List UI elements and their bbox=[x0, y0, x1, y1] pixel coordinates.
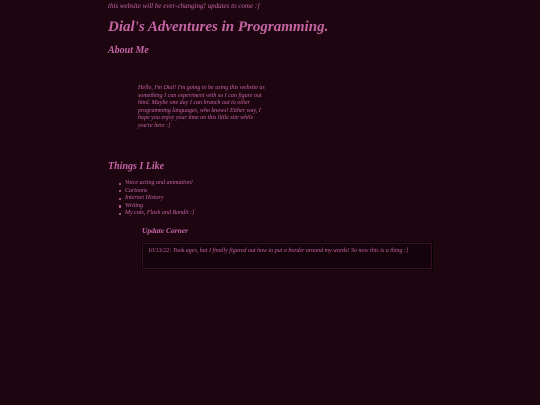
update-notice: this website will be ever-changing! updates to come :] bbox=[108, 2, 260, 10]
about-me-text: Hello, I'm Dial! I'm going to be using this website as something I can experiment with so I can figure out html. Maybe one day I can branch out to other programming languages, who knows! Either way, I hope you enjoy your time on this little site while you're here :] bbox=[138, 85, 265, 129]
list-item: Writing bbox=[125, 203, 194, 211]
page-title: Dial's Adventures in Programming. bbox=[108, 19, 329, 35]
update-corner-heading: Update Corner bbox=[142, 226, 189, 235]
list-item: Cartoons bbox=[125, 188, 194, 196]
list-item: Internet History bbox=[125, 195, 194, 203]
list-item: Voice acting and animation! bbox=[125, 180, 193, 186]
about-me-heading: About Me bbox=[108, 45, 149, 56]
things-i-like-list bbox=[125, 180, 194, 218]
update-entry-text: 10/13/22: Took ages, but I finally figured out how to put a border around my words! So now this is a thing :] bbox=[148, 248, 409, 254]
things-i-like-heading: Things I Like bbox=[108, 161, 165, 172]
update-corner-box bbox=[142, 243, 432, 269]
list-item: My cats, Flash and Bandit :] bbox=[125, 210, 195, 217]
